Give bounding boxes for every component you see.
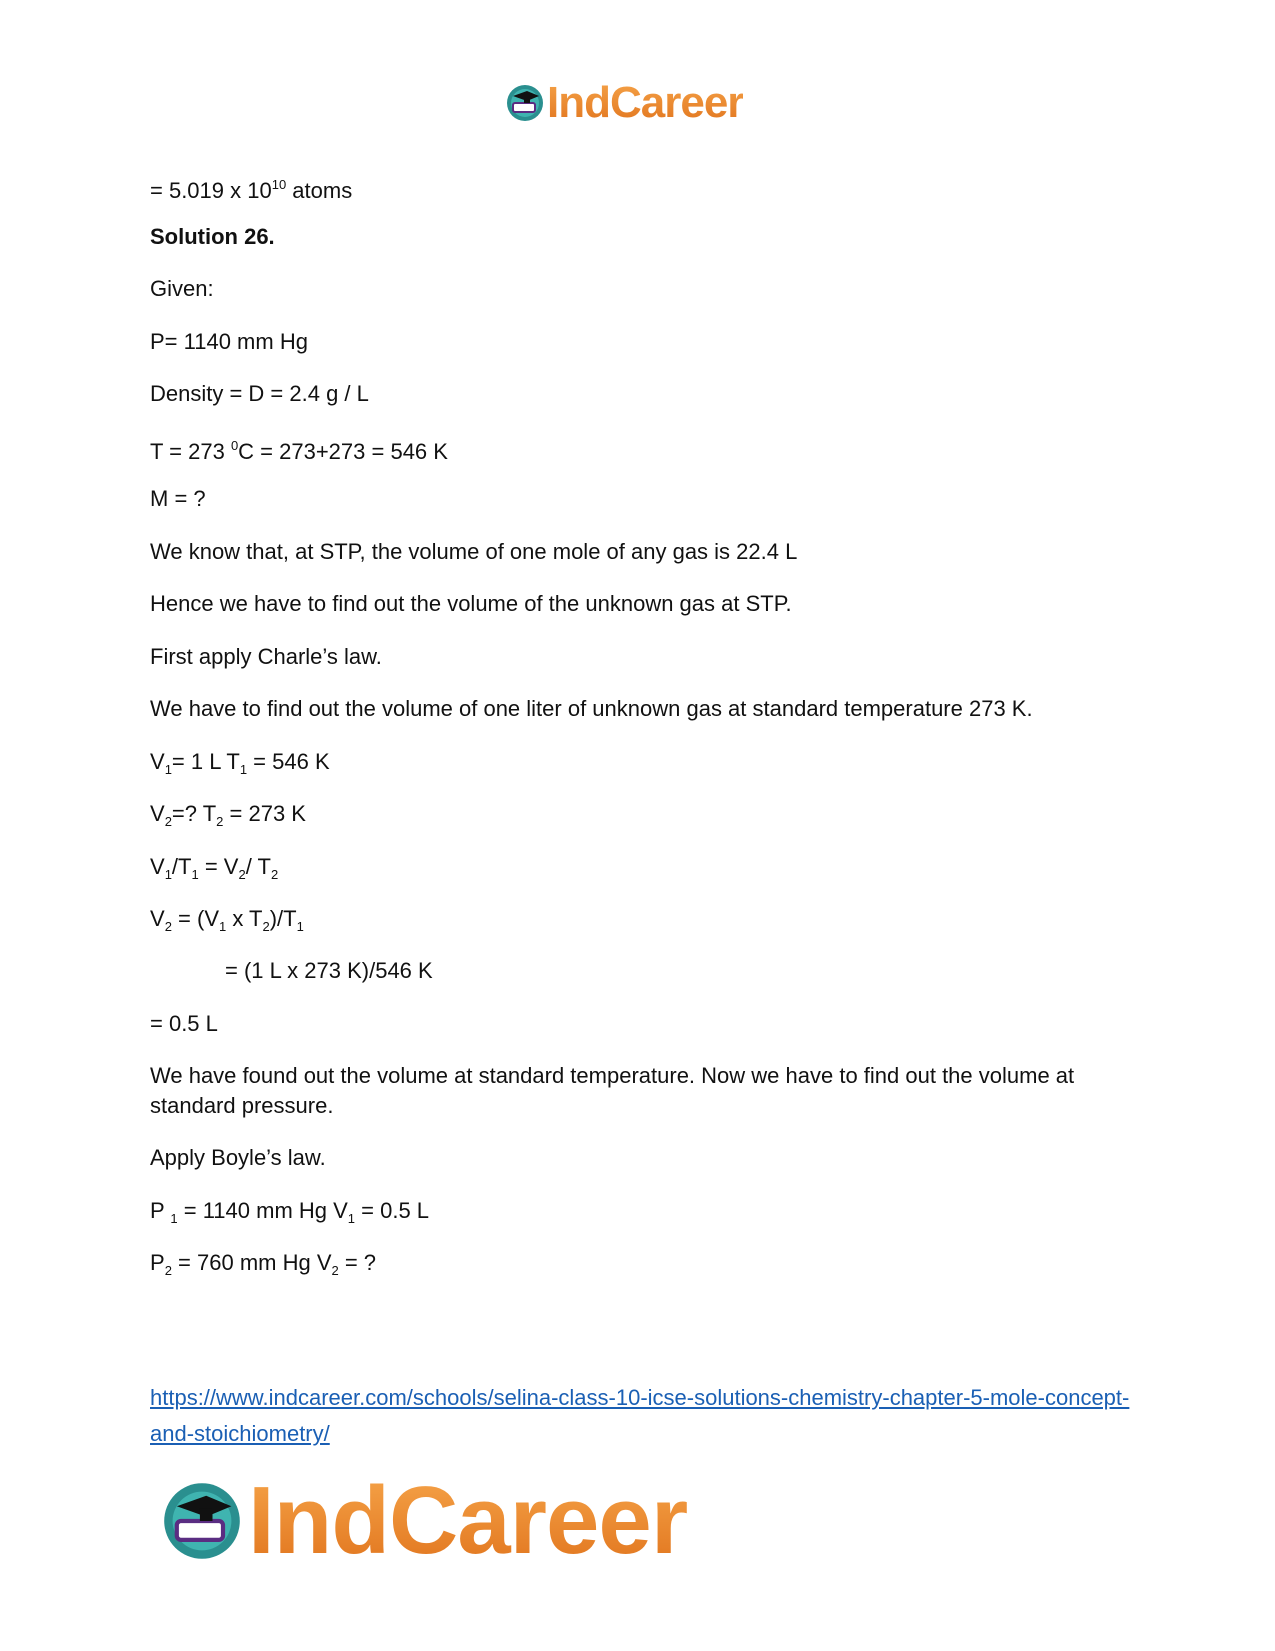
- result-atoms: = 5.019 x $10^{10}$ atoms: [150, 177, 353, 203]
- v1-t1-line: $V_1= 1$ L $T_1 = 546$ K: [150, 749, 330, 777]
- found-volume-paragraph: We have found out the volume at standard temperature. Now we have to find out the volume at standard pressure.: [150, 1063, 1075, 1118]
- header-logo: [505, 78, 743, 128]
- density-line: Density = D = 2.4 g / L: [150, 381, 369, 406]
- boyles-law-line: Apply Boyle’s law.: [150, 1145, 326, 1170]
- calculation-line: = (1 L x 273 K)/546 K: [225, 958, 433, 983]
- hence-statement: Hence we have to find out the volume of the unknown gas at STP.: [150, 591, 792, 616]
- pressure-line: P= 1140 mm Hg: [150, 329, 308, 354]
- molar-mass-line: M = ?: [150, 486, 206, 511]
- temperature-line: T = 273 $^0$C = 273+273 = 546 K: [150, 438, 448, 464]
- footer-logo: [160, 1468, 687, 1574]
- given-label: Given:: [150, 276, 214, 301]
- result-volume-line: = 0.5 L: [150, 1011, 218, 1036]
- p1-v1-line: P $_1$ = 1140 mm Hg $V_1 = 0.5$ L: [150, 1198, 430, 1226]
- v2-equation-line: $V_2 = (V_1$ x $T_2)/T_1$: [150, 906, 304, 934]
- graduation-book-icon: [160, 1479, 244, 1563]
- find-volume-line: We have to find out the volume of one liter of unknown gas at standard temperature 273 K.: [150, 696, 1033, 721]
- charles-ratio-line: $V_1/T_1 = V_2/$ $T_2$: [150, 854, 279, 882]
- solution-heading: Solution 26.: [150, 224, 275, 249]
- header-logo-text: IndCareer: [547, 78, 744, 127]
- footer-logo-text: IndCareer: [248, 1467, 688, 1574]
- stp-statement: We know that, at STP, the volume of one mole of any gas is 22.4 L: [150, 539, 798, 564]
- p2-v2-line: $P_2 = 760$ mm Hg $V_2$ = ?: [150, 1250, 377, 1278]
- source-url-link[interactable]: https://www.indcareer.com/schools/selina-class-10-icse-solutions-chemistry-chapter-5-mole-concept-and-stoichiometry/: [150, 1385, 1130, 1446]
- v2-t2-line: $V_2=$? $T_2 = 273$ K: [150, 801, 306, 829]
- charles-law-line: First apply Charle’s law.: [150, 644, 382, 669]
- graduation-book-icon: [505, 83, 545, 123]
